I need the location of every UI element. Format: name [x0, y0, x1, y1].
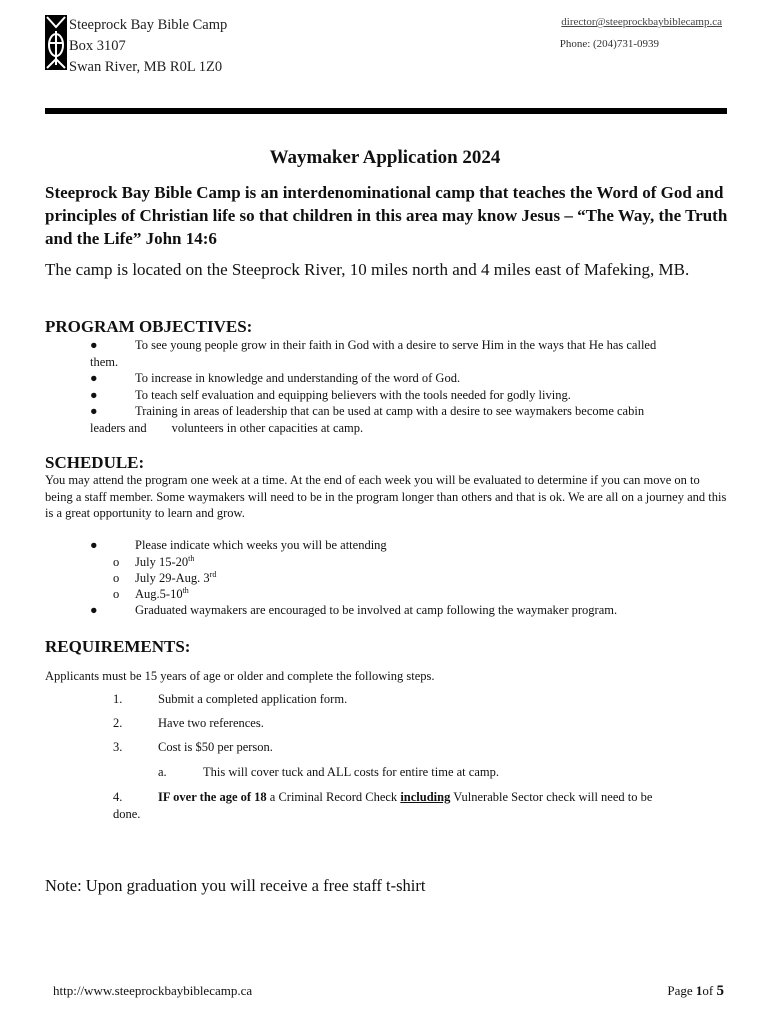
requirement-substep: a. This will cover tuck and ALL costs for entire time at camp.	[158, 765, 499, 779]
requirement-step: 2. Have two references.	[113, 716, 264, 730]
bullet-icon: ●	[90, 603, 98, 617]
contact-phone: Phone: (204)731-0939	[559, 38, 659, 50]
footer-website-link[interactable]: http://www.steeprockbaybiblecamp.ca	[53, 983, 253, 998]
list-item: ● Training in areas of leadership that can be used at camp with a desire to see waymakers become cabin	[90, 404, 645, 418]
week-option: o July 29-Aug. 3rd	[113, 570, 217, 586]
list-item: ● Graduated waymakers are encouraged to be involved at camp following the waymaker program.	[90, 603, 618, 617]
requirement-step: 4. IF over the age of 18 a Criminal Record Check including Vulnerable Sector check will need to be	[113, 790, 653, 804]
schedule-paragraph: You may attend the program one week at a time. At the end of each week you will be evaluated to determine if you can move on to being a staff member. Some waymakers will need to be in the program longer than others and that is ok. We are all on a journey and this is a great opportunity to learn and grow.	[45, 473, 727, 520]
bullet-icon: ●	[90, 538, 98, 552]
cross-tree-logo-icon	[45, 15, 67, 70]
graduation-note: Note: Upon graduation you will receive a free staff t-shirt	[45, 876, 426, 895]
list-item: ● To see young people grow in their faith in God with a desire to serve Him in the ways that He has called	[90, 338, 657, 352]
objectives-heading: PROGRAM OBJECTIVES:	[45, 317, 253, 336]
bullet-icon: ●	[90, 371, 98, 385]
requirement-step: 1. Submit a completed application form.	[113, 692, 348, 706]
bullet-icon: ●	[90, 387, 98, 402]
requirements-heading: REQUIREMENTS:	[45, 637, 191, 656]
week-option: o July 15-20th	[113, 554, 195, 570]
requirement-step-cont: done.	[113, 807, 141, 821]
org-box: Box 3107	[69, 38, 126, 54]
org-name: Steeprock Bay Bible Camp	[69, 17, 228, 33]
list-item: ● To teach self evaluation and equipping believers with the tools needed for godly living.	[90, 387, 571, 402]
requirement-step: 3. Cost is $50 per person.	[113, 740, 273, 754]
page-number: Page 1of 5	[667, 983, 724, 999]
contact-email-link[interactable]: director@steeprockbaybiblecamp.ca	[561, 16, 722, 28]
page-title: Waymaker Application 2024	[269, 147, 501, 168]
list-item-cont: them.	[90, 354, 119, 369]
schedule-heading: SCHEDULE:	[45, 453, 145, 472]
list-item: ● To increase in knowledge and understanding of the word of God.	[90, 371, 461, 385]
org-address: Swan River, MB R0L 1Z0	[69, 59, 223, 75]
bullet-icon: ●	[90, 338, 98, 352]
location-paragraph: The camp is located on the Steeprock River, 10 miles north and 4 miles east of Mafeking, MB.	[45, 260, 690, 279]
list-item-cont: leaders and volunteers in other capacities at camp.	[90, 420, 364, 435]
requirements-intro: Applicants must be 15 years of age or older and complete the following steps.	[45, 669, 435, 683]
week-option: o Aug.5-10th	[113, 586, 189, 602]
list-item: ● Please indicate which weeks you will be attending	[90, 538, 387, 552]
intro-paragraph: Steeprock Bay Bible Camp is an interdenominational camp that teaches the Word of God and principles of Christian life so that children in this area may know Jesus – “The Way, the Truth and the Life” John 14:6	[45, 183, 728, 248]
objectives-list	[90, 337, 730, 436]
bullet-icon: ●	[90, 404, 98, 418]
header-divider	[45, 108, 727, 114]
